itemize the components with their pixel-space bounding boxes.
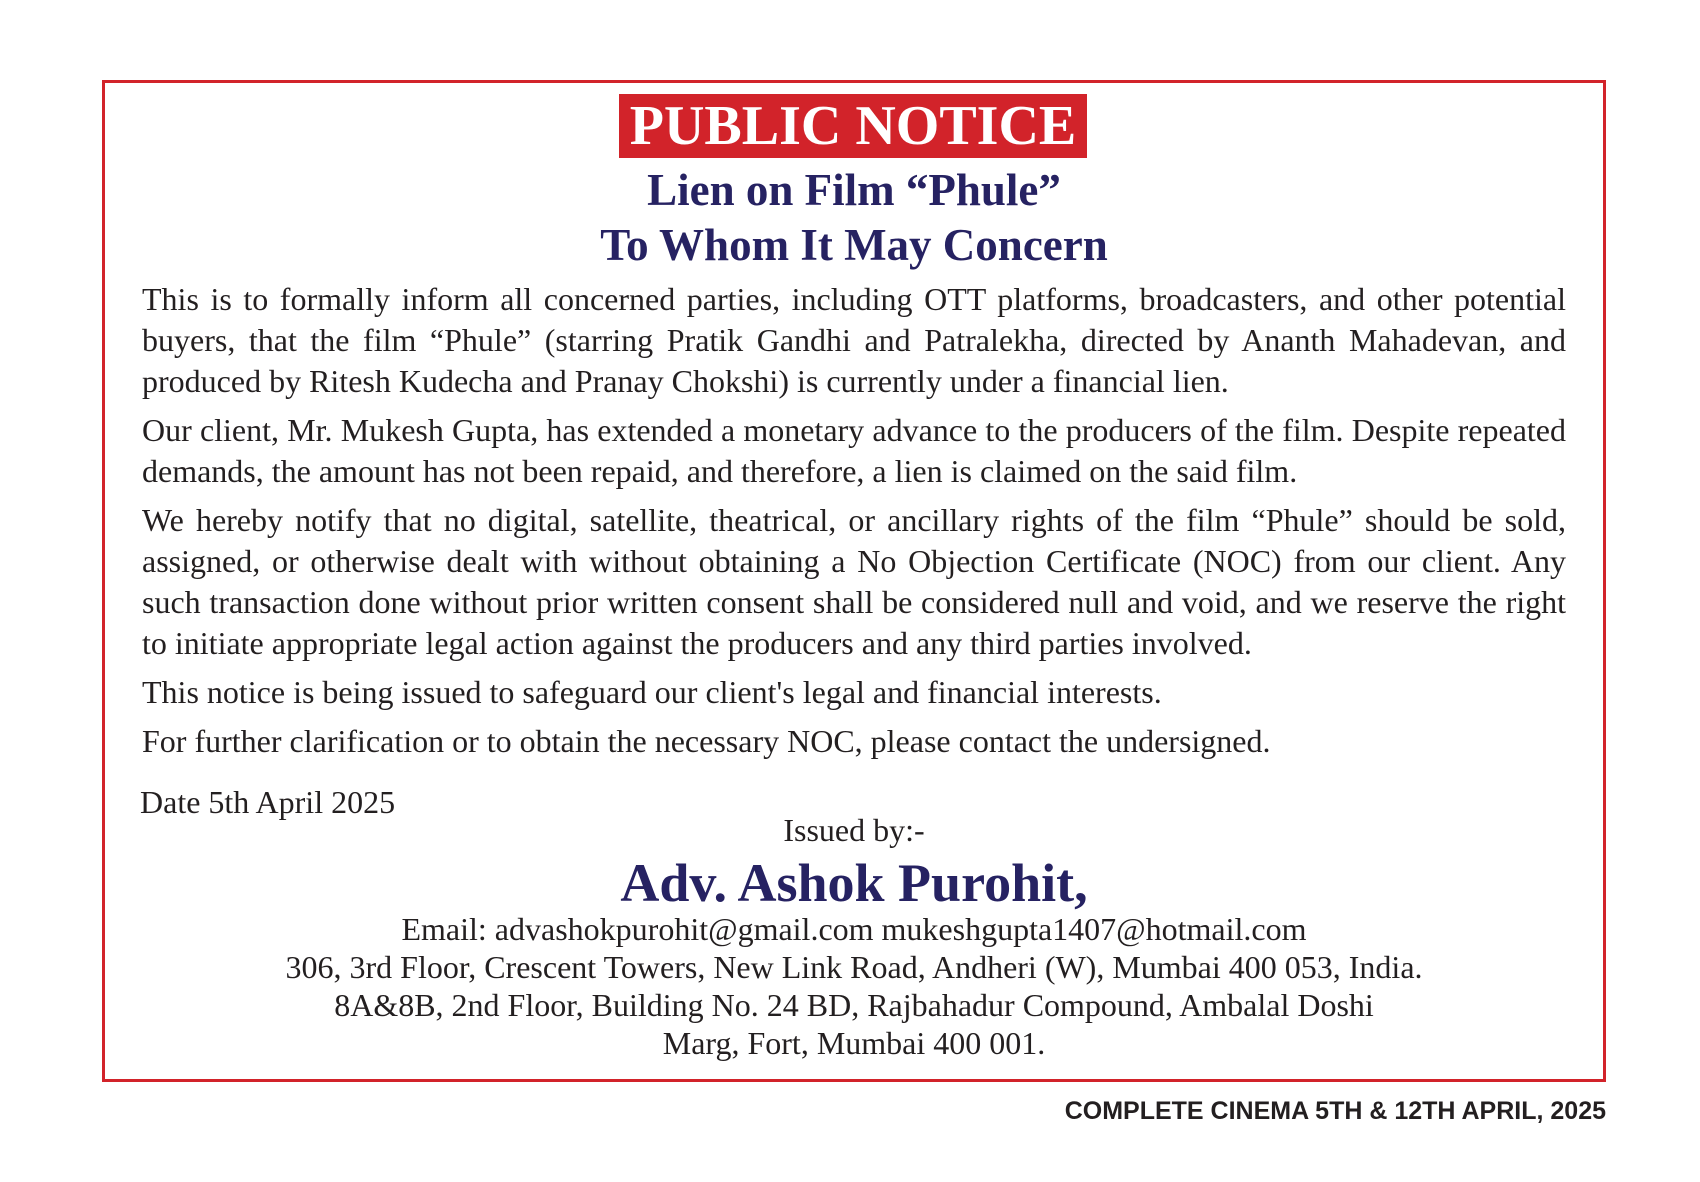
notice-paragraph: Our client, Mr. Mukesh Gupta, has extended a monetary advance to the producers of the film. Despite repeated demands, the amount has not been repaid, and therefore, a lien is claimed on the said film.	[142, 412, 1566, 489]
public-notice-banner: PUBLIC NOTICE	[619, 94, 1087, 158]
contact-details	[102, 910, 1606, 1062]
advocate-name: Adv. Ashok Purohit,	[620, 853, 1088, 913]
notice-subtitle-film: Lien on Film “Phule”	[647, 165, 1061, 215]
address-line: Marg, Fort, Mumbai 400 001.	[662, 1025, 1046, 1061]
notice-paragraph: This is to formally inform all concerned parties, including OTT platforms, broadcasters, and other potential buyers, that the film “Phule” (starring Pratik Gandhi and Patralekha, directed by Ananth Mahadevan, and produced by Ritesh Kudecha and Pranay Chokshi) is currently under a financial lien.	[142, 281, 1566, 399]
notice-date: Date 5th April 2025	[140, 784, 396, 820]
notice-subtitle-addressee: To Whom It May Concern	[600, 220, 1108, 270]
email-line: Email: advashokpurohit@gmail.com mukeshgupta1407@hotmail.com	[401, 911, 1307, 947]
notice-paragraph: We hereby notify that no digital, satellite, theatrical, or ancillary rights of the film “Phule” should be sold, assigned, or otherwise dealt with without obtaining a No Objection Certificate (NOC) from our client. Any such transaction done without prior written consent shall be considered null and void, and we reserve the right to initiate appropriate legal action against the producers and any third parties involved.	[142, 502, 1566, 661]
publication-credit: COMPLETE CINEMA 5TH & 12TH APRIL, 2025	[1064, 1097, 1606, 1125]
notice-paragraph: This notice is being issued to safeguard our client's legal and financial interests.	[142, 674, 1162, 710]
issued-by-label: Issued by:-	[783, 812, 925, 848]
address-line: 8A&8B, 2nd Floor, Building No. 24 BD, Rajbahadur Compound, Ambalal Doshi	[334, 987, 1374, 1023]
notice-body	[142, 279, 1566, 770]
address-line: 306, 3rd Floor, Crescent Towers, New Link Road, Andheri (W), Mumbai 400 053, India.	[285, 949, 1423, 985]
notice-paragraph: For further clarification or to obtain the necessary NOC, please contact the undersigned.	[142, 723, 1271, 759]
